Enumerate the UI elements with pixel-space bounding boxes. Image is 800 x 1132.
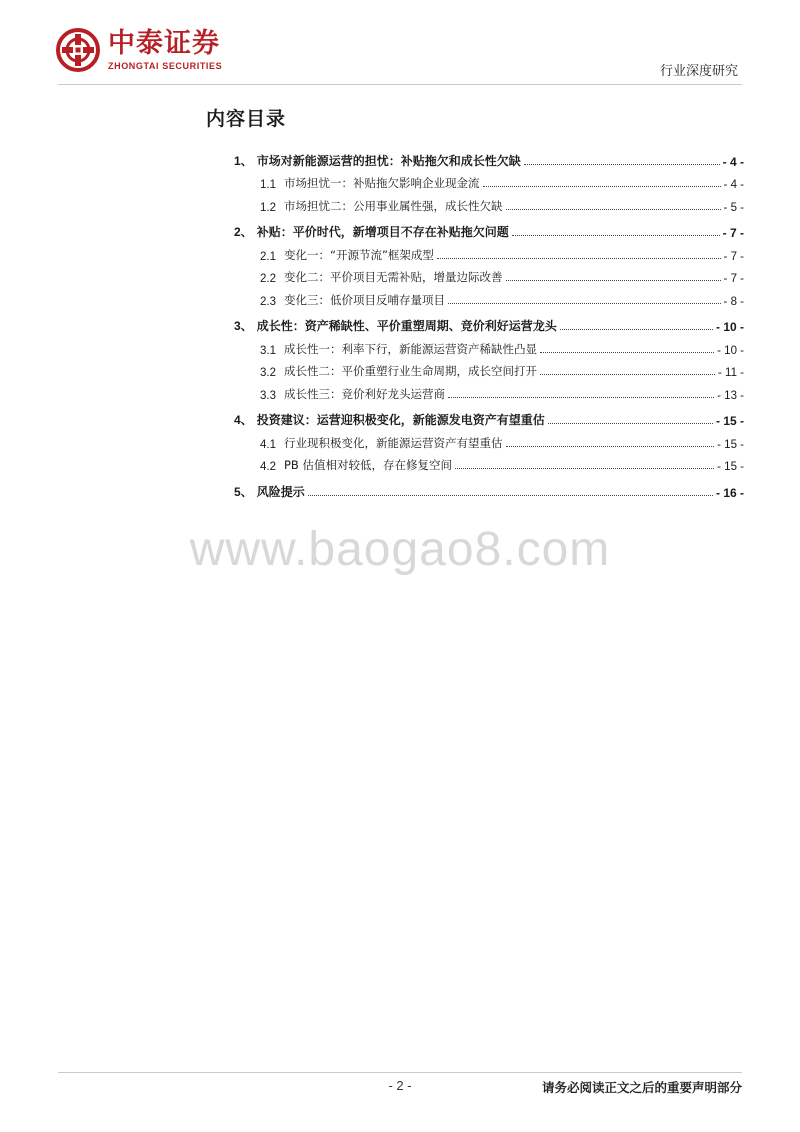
dot-leader [437,258,721,259]
dot-leader [540,352,714,353]
toc-entry-title: 变化三：低价项目反哺存量项目 [284,292,445,307]
toc-entry-title: 风险提示 [256,484,305,499]
toc-entry-title: 变化二：平价项目无需补贴，增量边际改善 [284,270,503,284]
toc-entry[interactable] [234,146,744,169]
dot-leader [560,329,713,330]
table-of-contents [234,146,744,500]
toc-entry-title: 市场担忧二：公用事业属性强，成长性欠缺 [284,198,503,213]
toc-entry-number: 2.3 [260,295,276,308]
dot-leader [506,446,715,447]
dot-leader [548,423,713,424]
logo-english-name: ZHONGTAI SECURITIES [108,60,223,71]
dot-leader [308,495,713,496]
toc-entry-number: 3.1 [260,344,276,357]
toc-title: 内容目录 [206,108,287,130]
watermark: www.baogao8.com [189,523,611,576]
toc-entry-title: 补贴：平价时代，新增项目不存在补贴拖欠问题 [256,225,509,239]
toc-entry-page: - 10 - [715,320,744,334]
toc-entry-number: 3、 [234,319,253,333]
toc-entry-number: 1.1 [260,179,276,191]
toc-entry[interactable] [234,379,744,402]
dot-leader [524,164,720,165]
toc-entry[interactable] [234,312,744,335]
toc-entry-number: 1、 [234,153,253,168]
toc-entry-title: 市场对新能源运营的担忧：补贴拖欠和成长性欠缺 [256,153,521,168]
toc-entry[interactable] [234,191,744,214]
dot-leader [483,186,721,187]
dot-leader [506,280,721,281]
report-type-label: 行业深度研究 [659,64,738,79]
toc-entry-title: 市场担忧一：补贴拖欠影响企业现金流 [284,176,480,190]
toc-entry[interactable] [234,240,744,263]
header-divider [58,84,742,85]
dot-leader [540,374,715,375]
toc-entry-number: 2.2 [260,273,276,285]
toc-entry-title: 成长性三：竞价利好龙头运营商 [284,386,445,401]
page-number: - 2 - [388,1078,412,1093]
toc-entry-number: 5、 [234,484,253,499]
toc-entry[interactable] [234,169,744,192]
toc-entry-page: - 8 - [723,295,744,308]
dot-leader [512,235,720,236]
toc-entry-title: 成长性二：平价重塑行业生命周期，成长空间打开 [284,364,537,378]
toc-entry-number: 3.2 [260,367,276,379]
toc-entry[interactable] [234,357,744,380]
dot-leader [455,468,714,469]
dot-leader [448,397,714,398]
toc-entry-number: 4.2 [260,461,276,473]
toc-entry-page: - 7 - [723,273,744,285]
toc-entry-page: - 15 - [717,461,744,473]
company-logo [56,28,222,72]
toc-entry-page: - 7 - [723,250,744,263]
toc-entry[interactable] [234,451,744,474]
toc-entry-title: 变化一：“开源节流”框架成型 [284,247,434,262]
toc-entry-title: 投资建议：运营迎积极变化，新能源发电资产有望重估 [256,413,545,427]
toc-entry-title: PB 估值相对较低，存在修复空间 [284,458,452,472]
toc-entry-number: 3.3 [260,389,276,402]
toc-entry-page: - 4 - [722,154,744,169]
footer-divider [58,1072,742,1073]
toc-entry-page: - 7 - [722,226,744,240]
toc-entry-number: 1.2 [260,201,276,214]
page-header [0,0,800,100]
toc-entry-number: 4.1 [260,438,276,451]
dot-leader [448,303,721,304]
toc-entry-number: 4、 [234,413,253,427]
disclaimer-note: 请务必阅读正文之后的重要声明部分 [541,1080,742,1095]
toc-entry[interactable] [234,263,744,286]
toc-entry[interactable] [234,285,744,308]
toc-entry-page: - 10 - [717,344,744,357]
dot-leader [506,209,721,210]
toc-entry[interactable] [234,428,744,451]
toc-entry-page: - 13 - [717,389,744,402]
toc-entry-page: - 16 - [715,485,744,500]
toc-entry[interactable] [234,477,744,500]
toc-entry[interactable] [234,218,744,241]
toc-entry-title: 行业现积极变化，新能源运营资产有望重估 [284,435,503,450]
toc-entry-page: - 5 - [723,201,744,214]
toc-entry-title: 成长性一：利率下行，新能源运营资产稀缺性凸显 [284,341,537,356]
toc-entry[interactable] [234,334,744,357]
toc-entry-page: - 11 - [718,367,744,379]
toc-entry-page: - 15 - [715,414,744,428]
zhongtai-logo-icon [56,28,100,72]
toc-entry-page: - 4 - [723,179,744,191]
toc-entry-number: 2.1 [260,250,276,263]
toc-entry-page: - 15 - [717,438,744,451]
toc-entry[interactable] [234,406,744,429]
toc-entry-number: 2、 [234,225,253,239]
logo-chinese-name: 中泰证券 [108,27,220,59]
toc-entry-title: 成长性：资产稀缺性、平价重塑周期、竞价利好运营龙头 [256,319,557,333]
